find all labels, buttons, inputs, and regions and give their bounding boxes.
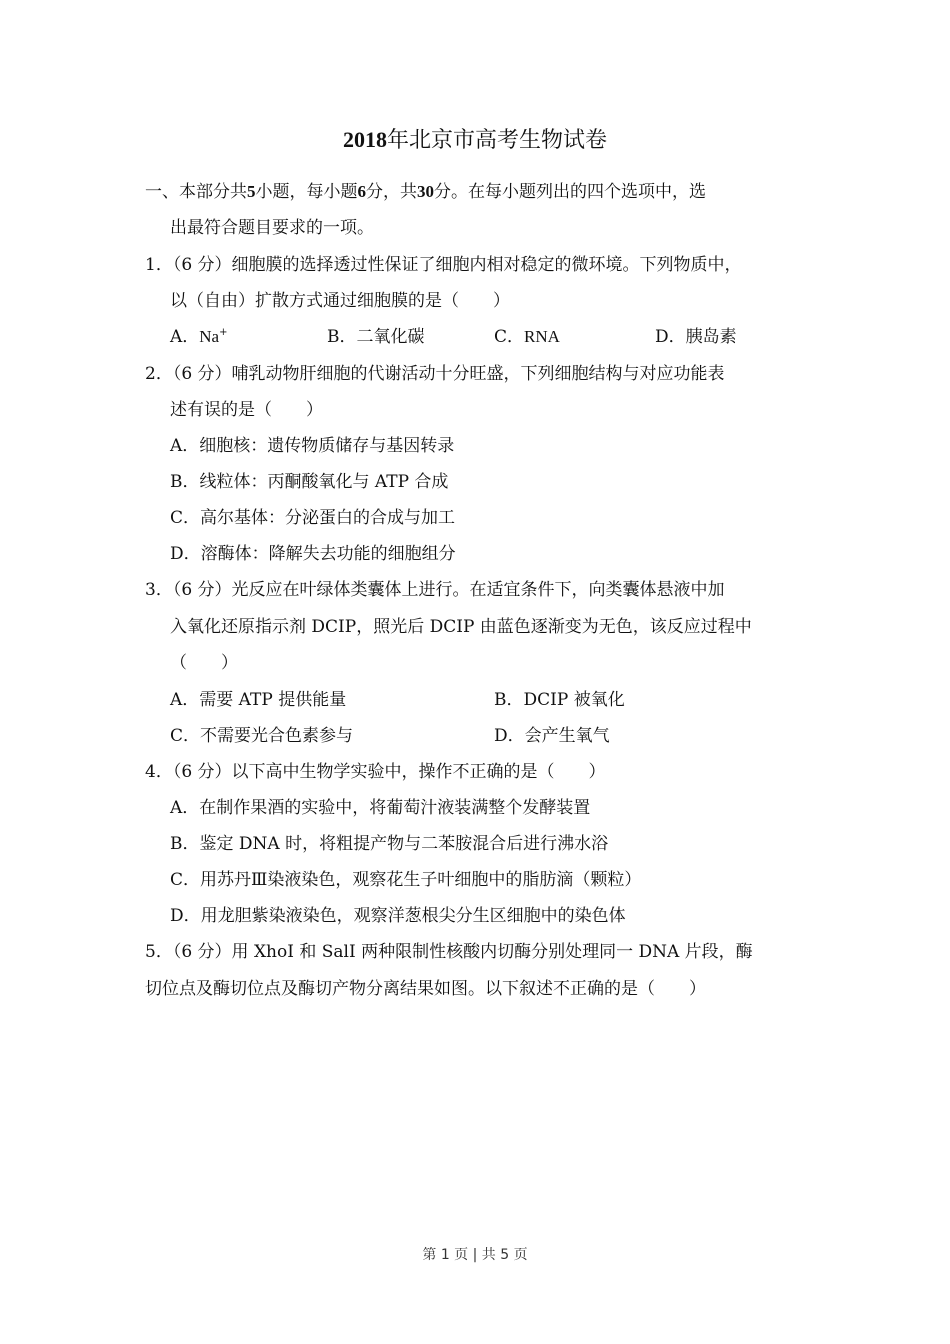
question-5-stem: [145, 940, 753, 964]
option-label: C．: [494, 327, 525, 347]
q2-option-b: [170, 470, 448, 494]
option-label: D．: [494, 726, 525, 746]
question-number: 4．: [145, 762, 173, 782]
question-text: （6 分）以下高中生物学实验中，操作不正确的是（ ）: [172, 762, 606, 782]
option-label: B．: [327, 327, 357, 347]
q2-option-c: [170, 506, 455, 530]
question-3-answer-blank: （ ）: [170, 653, 238, 673]
q4-option-a: [170, 796, 590, 820]
question-1-stem: [145, 253, 742, 277]
question-5-stem-cont: 切位点及酶切位点及酶切产物分离结果如图。以下叙述不正确的是（ ）: [145, 979, 706, 999]
option-text: 线粒体：丙酮酸氧化与 ATP 合成: [199, 472, 449, 492]
title-year: 2018: [342, 127, 387, 152]
section-instructions: [145, 180, 706, 204]
option-text: 鉴定 DNA 时，将粗提产物与二苯胺混合后进行沸水浴: [199, 834, 609, 854]
option-text: 胰岛素: [685, 327, 737, 347]
option-label: D．: [170, 906, 201, 926]
q2-option-a: [170, 434, 454, 458]
superscript: +: [219, 327, 228, 338]
question-number: 3．: [145, 580, 173, 600]
q4-option-c: [170, 868, 641, 892]
instr-total: 30: [417, 182, 434, 201]
option-text: 二氧化碳: [356, 327, 425, 347]
instr-points: 6: [357, 182, 366, 201]
question-number: 1．: [145, 255, 173, 275]
instr-text: 分，共: [366, 182, 417, 202]
option-text: 需要 ATP 提供能量: [199, 690, 347, 710]
question-text: （6 分）细胞膜的选择透过性保证了细胞内相对稳定的微环境。下列物质中，: [172, 255, 742, 275]
instr-text: 小题，每小题: [255, 182, 358, 202]
option-label: D．: [655, 327, 686, 347]
instr-count: 5: [247, 182, 256, 201]
option-text: 溶酶体：降解失去功能的细胞组分: [200, 544, 456, 564]
question-text: （6 分）哺乳动物肝细胞的代谢活动十分旺盛，下列细胞结构与对应功能表: [172, 364, 725, 384]
option-text: 用龙胆紫染液染色，观察洋葱根尖分生区细胞中的染色体: [200, 906, 626, 926]
instr-text: 一、本部分共: [145, 182, 247, 202]
page-footer: 第 1 页 | 共 5 页: [422, 1247, 528, 1263]
q4-option-d: [170, 904, 626, 928]
option-text: RNA: [524, 327, 560, 346]
option-text: 在制作果酒的实验中，将葡萄汁液装满整个发酵装置: [199, 798, 591, 818]
option-label: B．: [170, 834, 200, 854]
option-label: A．: [170, 436, 200, 456]
option-text: 用苏丹Ⅲ染液染色，观察花生子叶细胞中的脂肪滴（颗粒）: [200, 870, 642, 890]
q3-option-b: [494, 688, 625, 712]
instr-text: 分。在每小题列出的四个选项中，选: [434, 182, 706, 202]
option-text: 高尔基体：分泌蛋白的合成与加工: [200, 508, 456, 528]
q1-option-b: [327, 325, 425, 349]
question-2-stem: [145, 362, 725, 386]
question-1-stem-cont: 以（自由）扩散方式通过细胞膜的是（ ）: [170, 291, 510, 311]
option-label: C．: [170, 726, 201, 746]
question-3-stem: [145, 578, 725, 602]
q1-option-c: [494, 325, 560, 349]
question-4-stem: [145, 760, 606, 784]
q1-option-d: [655, 325, 737, 349]
question-text: （6 分）用 XhoI 和 SalI 两种限制性核酸内切酶分别处理同一 DNA 片段，酶: [172, 942, 753, 962]
q3-option-d: [494, 724, 610, 748]
q3-option-c: [170, 724, 353, 748]
title-text: 年北京市高考生物试卷: [386, 128, 607, 153]
q3-option-a: [170, 688, 346, 712]
page-title: [0, 124, 950, 157]
q2-option-d: [170, 542, 456, 566]
option-label: B．: [170, 472, 200, 492]
option-text: DCIP 被氧化: [523, 690, 625, 710]
option-label: C．: [170, 508, 201, 528]
option-text: Na: [199, 327, 220, 346]
option-label: A．: [170, 690, 200, 710]
option-label: D．: [170, 544, 201, 564]
q4-option-b: [170, 832, 608, 856]
option-label: C．: [170, 870, 201, 890]
option-text: 会产生氧气: [524, 726, 610, 746]
option-label: A．: [170, 798, 200, 818]
question-2-stem-cont: 述有误的是（ ）: [170, 400, 323, 420]
question-number: 5．: [145, 942, 173, 962]
option-text: 细胞核：遗传物质储存与基因转录: [199, 436, 455, 456]
section-instructions-cont: 出最符合题目要求的一项。: [170, 218, 374, 238]
option-label: B．: [494, 690, 524, 710]
option-text: 不需要光合色素参与: [200, 726, 354, 746]
question-text: （6 分）光反应在叶绿体类囊体上进行。在适宜条件下，向类囊体悬液中加: [172, 580, 725, 600]
question-number: 2．: [145, 364, 173, 384]
option-label: A．: [170, 327, 200, 347]
question-3-stem-cont: 入氧化还原指示剂 DCIP，照光后 DCIP 由蓝色逐渐变为无色，该反应过程中: [170, 617, 752, 637]
q1-option-a: [170, 325, 228, 349]
